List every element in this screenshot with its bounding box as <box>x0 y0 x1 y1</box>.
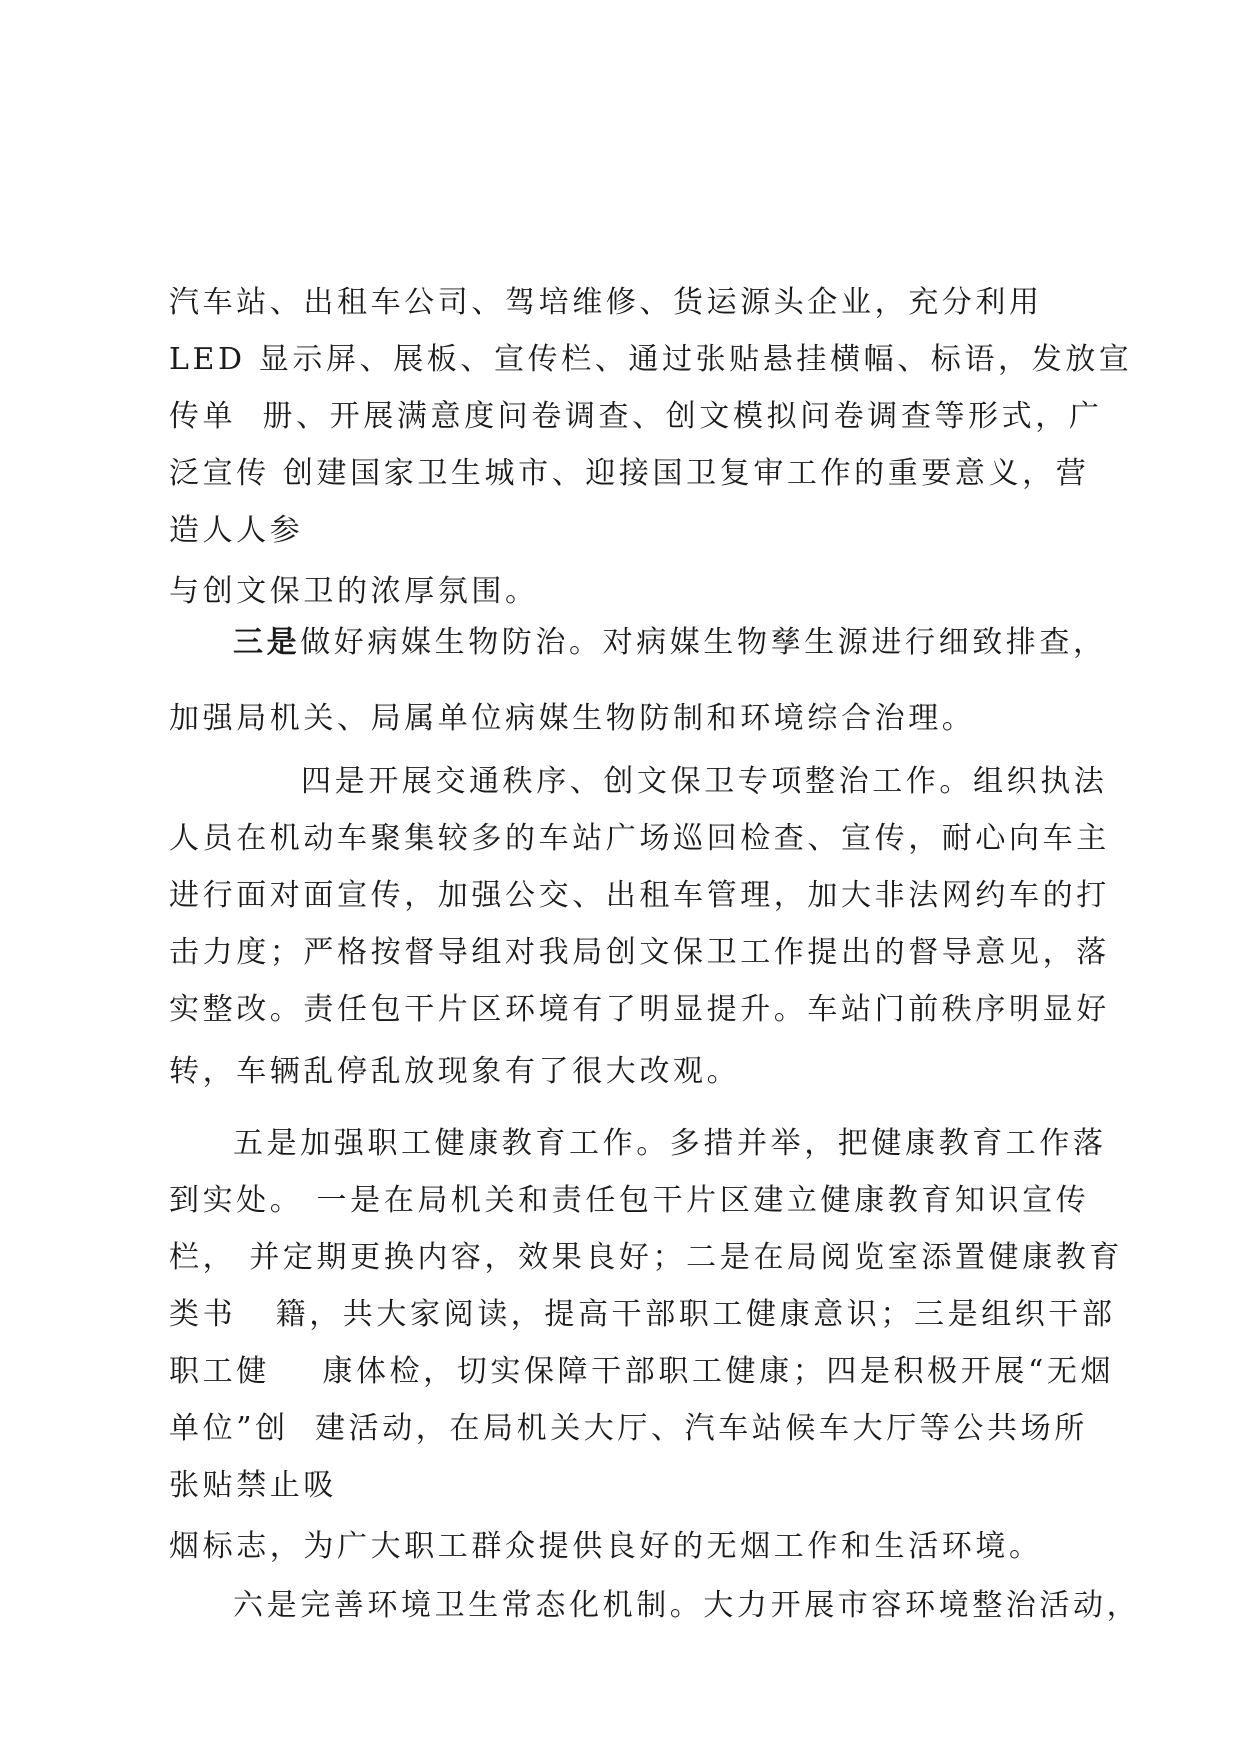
text-line: 与创文保卫的浓厚氛围。 <box>169 574 539 609</box>
text-line: 进行面对面宣传，加强公交、出租车管理，加大非法网约车的打 <box>169 878 1110 913</box>
text-line: LED 显示屏、展板、宣传栏、通过张贴悬挂横幅、标语，发放宣 <box>169 342 1133 377</box>
text-line <box>233 623 1107 663</box>
text-line: 四是开展交通秩序、创文保卫专项整治工作。组织执法 <box>301 764 1108 799</box>
text-line: 类书 籍，共大家阅读，提高干部职工健康意识；三是组织干部 <box>169 1297 1116 1332</box>
text-line: 到实处。 一是在局机关和责任包干片区建立健康教育知识宣传 <box>169 1183 1090 1218</box>
text-line: 转，车辆乱停乱放现象有了很大改观。 <box>169 1054 741 1089</box>
text-line: 单位”创 建活动，在局机关大厅、汽车站候车大厅等公共场所 <box>169 1411 1088 1446</box>
text-line: 人员在机动车聚集较多的车站广场巡回检查、宣传，耐心向车主 <box>169 821 1110 856</box>
text-span: 做好病媒生物防治。对病媒生物孳生源进行细致排查， <box>300 625 1107 660</box>
text-line: 六是完善环境卫生常态化机制。大力开展市容环境整治活动， <box>233 1588 1141 1623</box>
text-line: 五是加强职工健康教育工作。多措并举，把健康教育工作落 <box>233 1126 1107 1161</box>
text-line: 传单 册、开展满意度问卷调查、创文模拟问卷调查等形式，广 <box>169 399 1103 434</box>
text-line: 栏， 并定期更换内容，效果良好；二是在局阅览室添置健康教育 <box>169 1240 1123 1275</box>
text-line: 加强局机关、局属单位病媒生物防制和环境综合治理。 <box>169 701 976 736</box>
bold-lead-text: 三是 <box>233 625 301 660</box>
text-line: 泛宣传 创建国家卫生城市、迎接国卫复审工作的重要意义，营 <box>169 456 1090 491</box>
text-line: 职工健 康体检，切实保障干部职工健康；四是积极开展“无烟 <box>169 1354 1115 1389</box>
text-line: 张贴禁止吸 <box>169 1468 337 1503</box>
text-line: 造人人参 <box>169 513 304 548</box>
text-line: 击力度；严格按督导组对我局创文保卫工作提出的督导意见，落 <box>169 935 1110 970</box>
text-line: 烟标志，为广大职工群众提供良好的无烟工作和生活环境。 <box>169 1529 1043 1564</box>
text-line: 汽车站、出租车公司、驾培维修、货运源头企业，充分利用 <box>169 285 1043 320</box>
text-line: 实整改。责任包干片区环境有了明显提升。车站门前秩序明显好 <box>169 992 1110 1027</box>
